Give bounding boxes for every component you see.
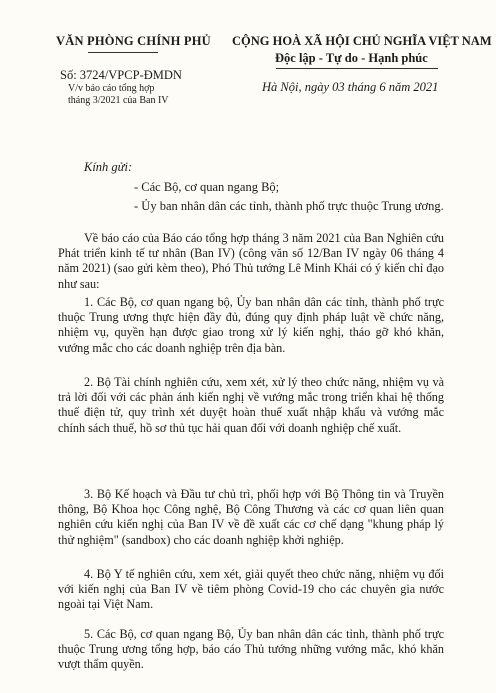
agency-underline — [88, 52, 158, 53]
recipient-2: - Ủy ban nhân dân các tỉnh, thành phố trực thuộc Trung ương. — [134, 199, 444, 213]
directive-item-5: 5. Các Bộ, cơ quan ngang Bộ, Ủy ban nhân dân các tỉnh, thành phố trực thuộc Trung ương tổng hợp, báo cáo Thủ tướng những vướng mắc, khó khăn vượt thẩm quyền. — [58, 627, 444, 672]
recipient-1: - Các Bộ, cơ quan ngang Bộ; — [134, 180, 280, 194]
national-title: CỘNG HOÀ XÃ HỘI CHỦ NGHĨA VIỆT NAM — [232, 34, 492, 48]
place-date: Hà Nội, ngày 03 tháng 6 năm 2021 — [262, 80, 439, 94]
document-number: Số: 3724/VPCP-ĐMDN — [60, 68, 182, 82]
directive-item-1: 1. Các Bộ, cơ quan ngang bộ, Ủy ban nhân dân các tỉnh, thành phố trực thuộc Trung ương thực hiện đầy đủ, đúng quy định pháp luật về chức năng, nhiệm vụ, quyền hạn được giao trong xử lý kiến nghị, tháo gỡ khó khăn, vướng mắc cho các doanh nghiệp trên địa bàn. — [58, 295, 444, 355]
motto-underline — [276, 68, 438, 69]
intro-paragraph: Về báo cáo của Báo cáo tổng hợp tháng 3 năm 2021 của Ban Nghiên cứu Phát triển kinh tế tư nhân (Ban IV) (công văn số 12/Ban IV ngày 06 tháng 4 năm 2021) (sao gửi kèm theo), Phó Thủ tướng Lê Minh Khái có ý kiến chỉ đạo như sau: — [58, 231, 444, 291]
directive-item-2: 2. Bộ Tài chính nghiên cứu, xem xét, xử lý theo chức năng, nhiệm vụ và trả lời đối với các phản ánh kiến nghị về vướng mắc trong triển khai hệ thống thuế điện tử, quy trình xét duyệt hoàn thuế xuất nhập khẩu và vướng mắc chính sách thuế, hồ sơ thủ tục hải quan đối với doanh nghiệp chế xuất. — [58, 375, 444, 435]
directive-item-4: 4. Bộ Y tế nghiên cứu, xem xét, giải quyết theo chức năng, nhiệm vụ đối với kiến nghị của Ban IV về tiêm phòng Covid-19 cho các chuyên gia nước ngoài tại Việt Nam. — [58, 567, 444, 612]
greeting: Kính gửi: — [84, 160, 133, 174]
subject-line-2: tháng 3/2021 của Ban IV — [68, 95, 169, 106]
national-motto: Độc lập - Tự do - Hạnh phúc — [275, 51, 428, 65]
document-subject — [68, 83, 169, 107]
subject-line-1: V/v báo cáo tổng hợp — [68, 83, 155, 94]
issuing-agency: VĂN PHÒNG CHÍNH PHỦ — [56, 34, 211, 48]
directive-item-3: 3. Bộ Kế hoạch và Đầu tư chủ trì, phối hợp với Bộ Thông tin và Truyền thông, Bộ Khoa học Công nghệ, Bộ Công Thương và các cơ quan liên quan nghiên cứu kiến nghị của Ban IV về đề xuất các cơ chế dạng "khung pháp lý thử nghiệm" (sandbox) cho các doanh nghiệp khởi nghiệp. — [58, 487, 444, 547]
